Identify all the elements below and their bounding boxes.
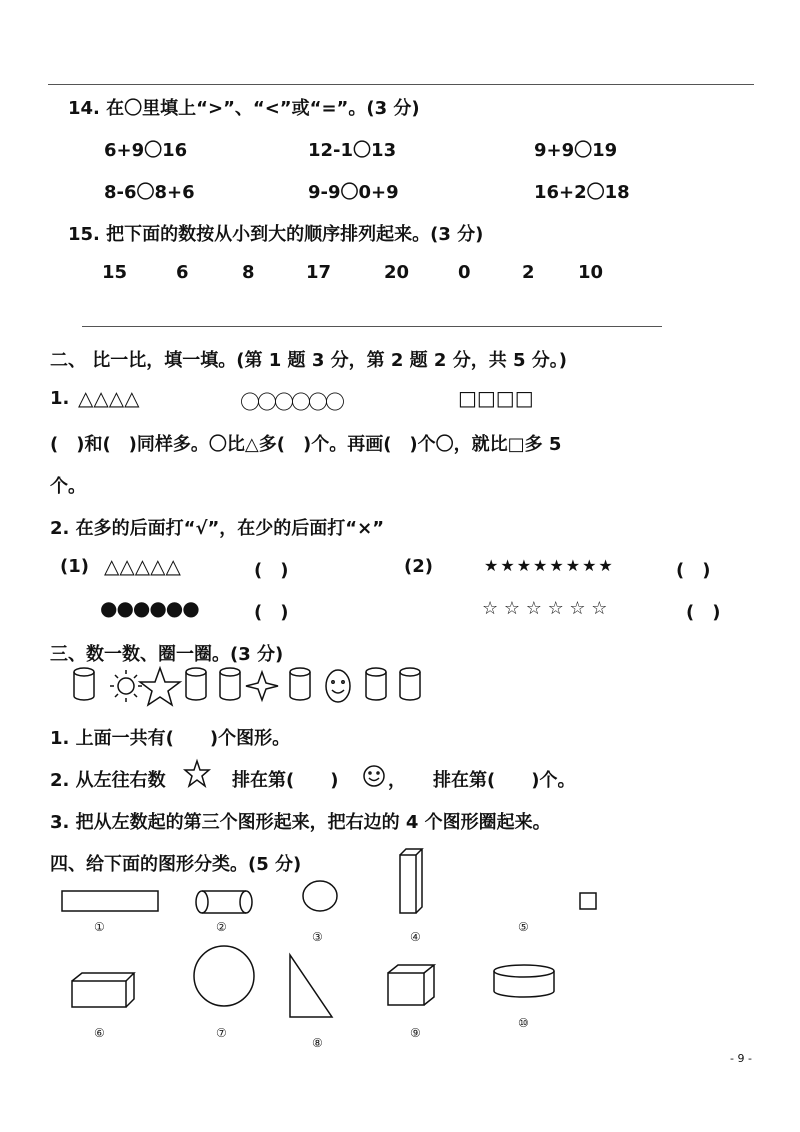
q15-number: 10: [578, 262, 604, 283]
cylinder-icon: [400, 668, 420, 700]
page-number: - 9 -: [730, 1052, 752, 1065]
top-divider: [48, 84, 754, 85]
q14-item-1: 6+9〇16: [104, 140, 188, 161]
q15-number: 17: [306, 262, 332, 283]
triangles5-group: △△△△△: [104, 554, 181, 578]
section-divider: [82, 326, 662, 327]
shapes-classify: [50, 845, 750, 1045]
answer-paren[interactable]: ( ): [686, 602, 721, 623]
q14-item-3: 9+9〇19: [534, 140, 618, 161]
star-icon: [184, 760, 210, 788]
section3-title: 三、数一数、圈一圈。(3 分): [50, 644, 284, 665]
ellipse-shape: [303, 881, 337, 911]
horizontal-cylinder-shape: [196, 891, 252, 913]
s2-q1-text: ( )和( )同样多。〇比△多( )个。再画( )个〇，就比□多 5: [50, 434, 562, 455]
q14-item-2: 12-1〇13: [308, 140, 397, 161]
cylinder-icon: [366, 668, 386, 700]
s2-p1-label: (1): [60, 556, 89, 577]
q15-number: 2: [522, 262, 535, 283]
answer-paren[interactable]: ( ): [254, 602, 289, 623]
sun-icon: [110, 670, 142, 702]
shape-label-8: ⑧: [312, 1036, 323, 1050]
s2-q2-title: 2. 在多的后面打“√”，在少的后面打“×”: [50, 518, 385, 539]
triangles-group: △△△△: [78, 386, 140, 410]
q15-number: 6: [176, 262, 189, 283]
smiley-face-icon: [326, 670, 350, 702]
shape-label-3: ③: [312, 930, 323, 944]
cylinder-icon: [186, 668, 206, 700]
q14-item-6: 16+2〇18: [534, 182, 630, 203]
s3-q2-part2: 排在第( ): [232, 770, 339, 791]
shape-label-7: ⑦: [216, 1026, 227, 1040]
s3-q3: 3. 把从左数起的第三个图形起来，把右边的 4 个图形圈起来。: [50, 812, 551, 833]
q14-item-5: 9-9〇0+9: [308, 182, 399, 203]
q15-number: 20: [384, 262, 410, 283]
shape-row: [70, 664, 450, 708]
tall-cuboid-shape: [400, 849, 422, 913]
cylinder-icon: [290, 668, 310, 700]
four-point-star-icon: [246, 672, 278, 700]
s2-q1-text-cont: 个。: [50, 476, 86, 497]
s3-q1: 1. 上面一共有( )个图形。: [50, 728, 291, 749]
cuboid-shape: [72, 973, 134, 1007]
q15-number: 0: [458, 262, 471, 283]
cylinder-icon: [74, 668, 94, 700]
s3-q2-part1: 2. 从左往右数: [50, 770, 166, 791]
white-stars-group: ☆ ☆ ☆ ☆ ☆ ☆: [482, 598, 608, 619]
shape-label-10: ⑩: [518, 1016, 529, 1030]
circles-group: 〇〇〇〇〇〇: [240, 390, 342, 414]
shape-label-4: ④: [410, 930, 421, 944]
circle-shape: [194, 946, 254, 1006]
q15-number: 15: [102, 262, 128, 283]
smiley-face-icon: [362, 764, 388, 790]
short-cylinder-shape: [494, 965, 554, 997]
cylinder-icon: [220, 668, 240, 700]
cube-shape: [388, 965, 434, 1005]
star-icon: [140, 668, 180, 705]
s2-q1-label: 1.: [50, 388, 70, 409]
shape-label-5: ⑤: [518, 920, 529, 934]
section4-title: 四、给下面的图形分类。(5 分): [50, 854, 302, 875]
q14-item-4: 8-6〇8+6: [104, 182, 195, 203]
black-dots-group: ●●●●●●: [100, 596, 199, 620]
s3-q2-part3: ， 排在第( )个。: [388, 770, 576, 791]
shape-label-2: ②: [216, 920, 227, 934]
s2-p2-label: (2): [404, 556, 433, 577]
answer-paren[interactable]: ( ): [254, 560, 289, 581]
q15-number: 8: [242, 262, 255, 283]
rectangle-shape: [62, 891, 158, 911]
q14-title: 14. 在〇里填上“>”、“<”或“=”。(3 分): [68, 98, 420, 119]
black-stars-group: ★★★★★★★★: [484, 556, 615, 575]
section2-title: 二、 比一比，填一填。(第 1 题 3 分，第 2 题 2 分，共 5 分。): [50, 350, 568, 371]
shape-label-1: ①: [94, 920, 105, 934]
answer-paren[interactable]: ( ): [676, 560, 711, 581]
q15-title: 15. 把下面的数按从小到大的顺序排列起来。(3 分): [68, 224, 484, 245]
shape-label-9: ⑨: [410, 1026, 421, 1040]
triangle-shape: [290, 955, 332, 1017]
shape-label-6: ⑥: [94, 1026, 105, 1040]
square-shape: [580, 893, 596, 909]
squares-group: □□□□: [458, 386, 534, 410]
